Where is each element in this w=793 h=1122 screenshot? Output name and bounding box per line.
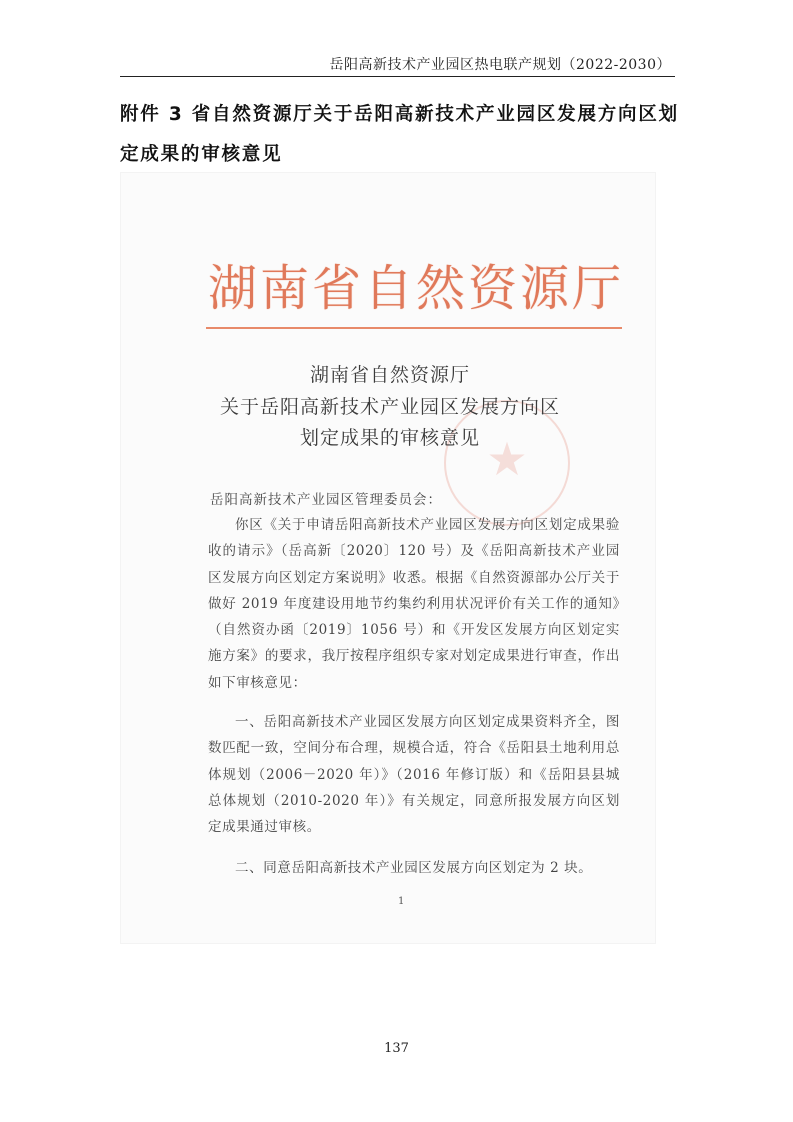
attachment-heading: 附件 3 省自然资源厅关于岳阳高新技术产业园区发展方向区划定成果的审核意见 <box>120 104 679 165</box>
salutation: 岳阳高新技术产业园区管理委员会： <box>210 492 442 508</box>
body-paragraph: 一、岳阳高新技术产业园区发展方向区划定成果资料齐全，图数匹配一致，空间分布合理，规模合适，符合《岳阳县土地利用总体规划（2006－2020 年）》（2016 年修订版）和《岳阳县县城总体规划（2010-2020 年）》有关规定，同意所报发展方向区划定成果通过审核。 <box>208 714 620 836</box>
letterhead-rule <box>206 327 622 329</box>
running-header: 岳阳高新技术产业园区热电联产规划（2022-2030） <box>329 57 671 73</box>
seal-star-icon: ★ <box>486 432 528 486</box>
header-rule <box>120 76 675 77</box>
body-paragraph: 你区《关于申请岳阳高新技术产业园区发展方向区划定成果验收的请示》（岳高新〔2020〕120 号）及《岳阳高新技术产业园区发展方向区划定方案说明》收悉。根据《自然资源部办公厅关于做好 2019 年度建设用地节约集约利用状况评价有关工作的通知》（自然资办函〔2019〕1056 号）和《开发区发展方向区划定实施方案》的要求，我厅按程序组织专家对划定成果进行审查，作出如下审核意见： <box>208 517 620 691</box>
document-title-line: 关于岳阳高新技术产业园区发展方向区 <box>219 395 560 418</box>
page-number: 137 <box>384 1041 409 1056</box>
scanned-document-image <box>120 172 656 944</box>
body-paragraph: 二、同意岳阳高新技术产业园区发展方向区划定为 2 块。 <box>235 860 593 876</box>
scanned-page-number: 1 <box>398 896 405 907</box>
letterhead: 湖南省自然资源厅 <box>208 260 625 317</box>
document-title-line: 划定成果的审核意见 <box>299 427 480 449</box>
document-title <box>180 360 600 455</box>
document-title-line: 湖南省自然资源厅 <box>309 364 470 386</box>
